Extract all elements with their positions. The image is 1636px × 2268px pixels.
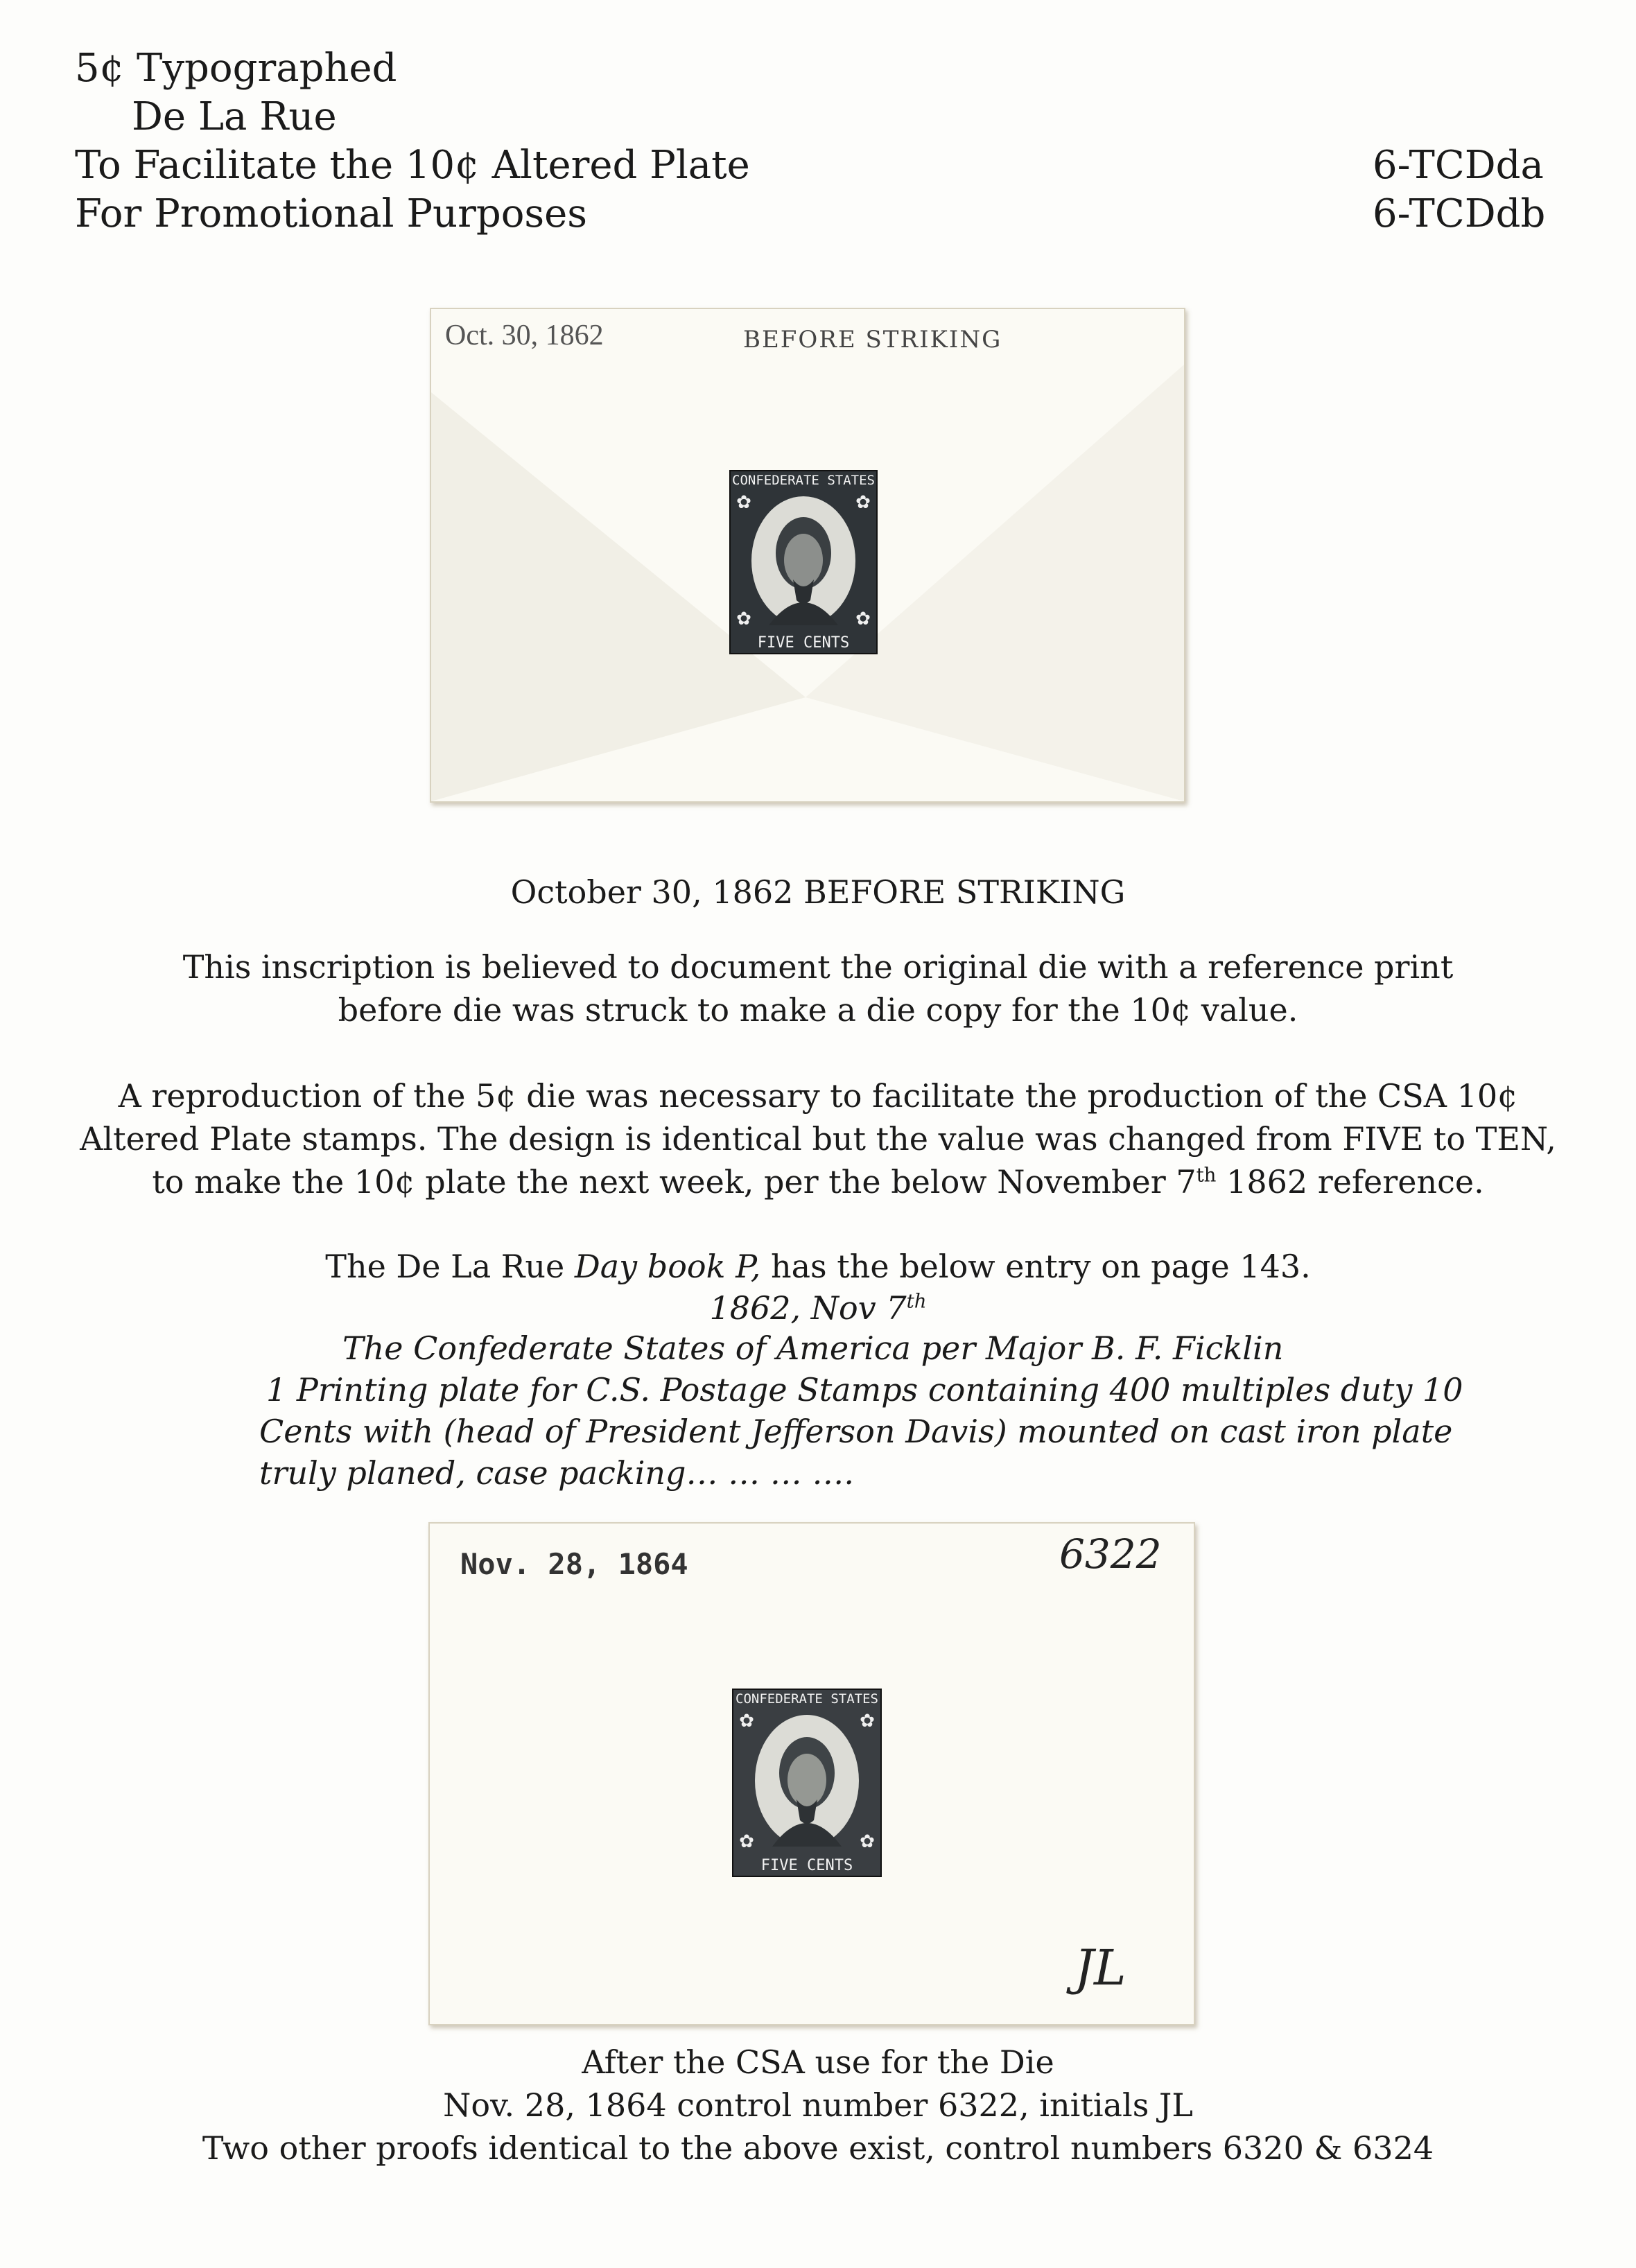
corner-ornament-icon: ✿ <box>855 492 871 513</box>
daybook-line: The De La Rue Day book P, has the below entry on page 143. <box>325 1248 1311 1285</box>
proof2-initials: JL <box>1074 1939 1126 1996</box>
corner-ornament-icon: ✿ <box>739 1831 754 1852</box>
catalog-code-2: 6-TCDdb <box>1373 191 1546 236</box>
corner-ornament-icon: ✿ <box>736 609 751 629</box>
quote-line3: Cents with (head of President Jefferson Davis) mounted on cast iron plate <box>259 1413 1453 1450</box>
stamp-image-1 <box>729 470 878 654</box>
section1-heading: October 30, 1862 BEFORE STRIKING <box>510 873 1126 911</box>
proof1-inscription: BEFORE STRIKING <box>743 326 1002 354</box>
header-title-line1: 5¢ Typographed <box>75 46 397 91</box>
section2-line2: Nov. 28, 1864 control number 6322, initials JL <box>443 2086 1193 2124</box>
corner-ornament-icon: ✿ <box>860 1831 875 1852</box>
para2-line1: A reproduction of the 5¢ die was necessary to facilitate the production of the CSA 10¢ <box>118 1077 1518 1115</box>
para2-line2: Altered Plate stamps. The design is identical but the value was changed from FIVE to TEN, <box>80 1120 1556 1158</box>
stamp1-top-label: CONFEDERATE STATES <box>732 473 875 488</box>
quote-line4: truly planed, case packing… … … …. <box>259 1454 854 1492</box>
corner-ornament-icon: ✿ <box>855 609 871 629</box>
section2-line1: After the CSA use for the Die <box>582 2043 1054 2081</box>
proof-card-2 <box>428 1522 1195 2025</box>
section2-line3: Two other proofs identical to the above exist, control numbers 6320 & 6324 <box>202 2129 1434 2167</box>
para1-line2: before die was struck to make a die copy for the 10¢ value. <box>338 991 1298 1029</box>
portrait-frame-2 <box>755 1715 859 1847</box>
stamp-image-2 <box>732 1689 882 1877</box>
quote-line1: The Confederate States of America per Major B. F. Ficklin <box>342 1329 1284 1367</box>
stamp2-bottom-label: FIVE CENTS <box>760 1857 853 1874</box>
proof2-date-stamp: Nov. 28, 1864 <box>460 1547 688 1581</box>
corner-ornament-icon: ✿ <box>736 492 751 513</box>
proof1-date-stamp: Oct. 30, 1862 <box>445 320 604 351</box>
stamp2-top-label: CONFEDERATE STATES <box>736 1691 878 1707</box>
para1-line1: This inscription is believed to document the original die with a reference print <box>182 948 1454 986</box>
davis-portrait-icon <box>751 496 855 625</box>
stamp1-bottom-label: FIVE CENTS <box>757 634 850 652</box>
proof2-control-number: 6322 <box>1059 1530 1162 1578</box>
proof-card-1 <box>430 308 1185 803</box>
davis-portrait-icon <box>755 1715 859 1847</box>
entry-date: 1862, Nov 7th <box>709 1289 927 1327</box>
catalog-code-1: 6-TCDda <box>1373 143 1544 188</box>
quote-line2: 1 Printing plate for C.S. Postage Stamps containing 400 multiples duty 10 <box>266 1371 1463 1408</box>
header-title-line4: For Promotional Purposes <box>75 191 588 236</box>
corner-ornament-icon: ✿ <box>739 1711 754 1731</box>
portrait-frame-1 <box>751 496 855 625</box>
para2-line3: to make the 10¢ plate the next week, per the below November 7th 1862 reference. <box>152 1163 1484 1201</box>
header-title-line2: De La Rue <box>132 94 337 139</box>
corner-ornament-icon: ✿ <box>860 1711 875 1731</box>
header-title-line3: To Facilitate the 10¢ Altered Plate <box>75 143 750 188</box>
